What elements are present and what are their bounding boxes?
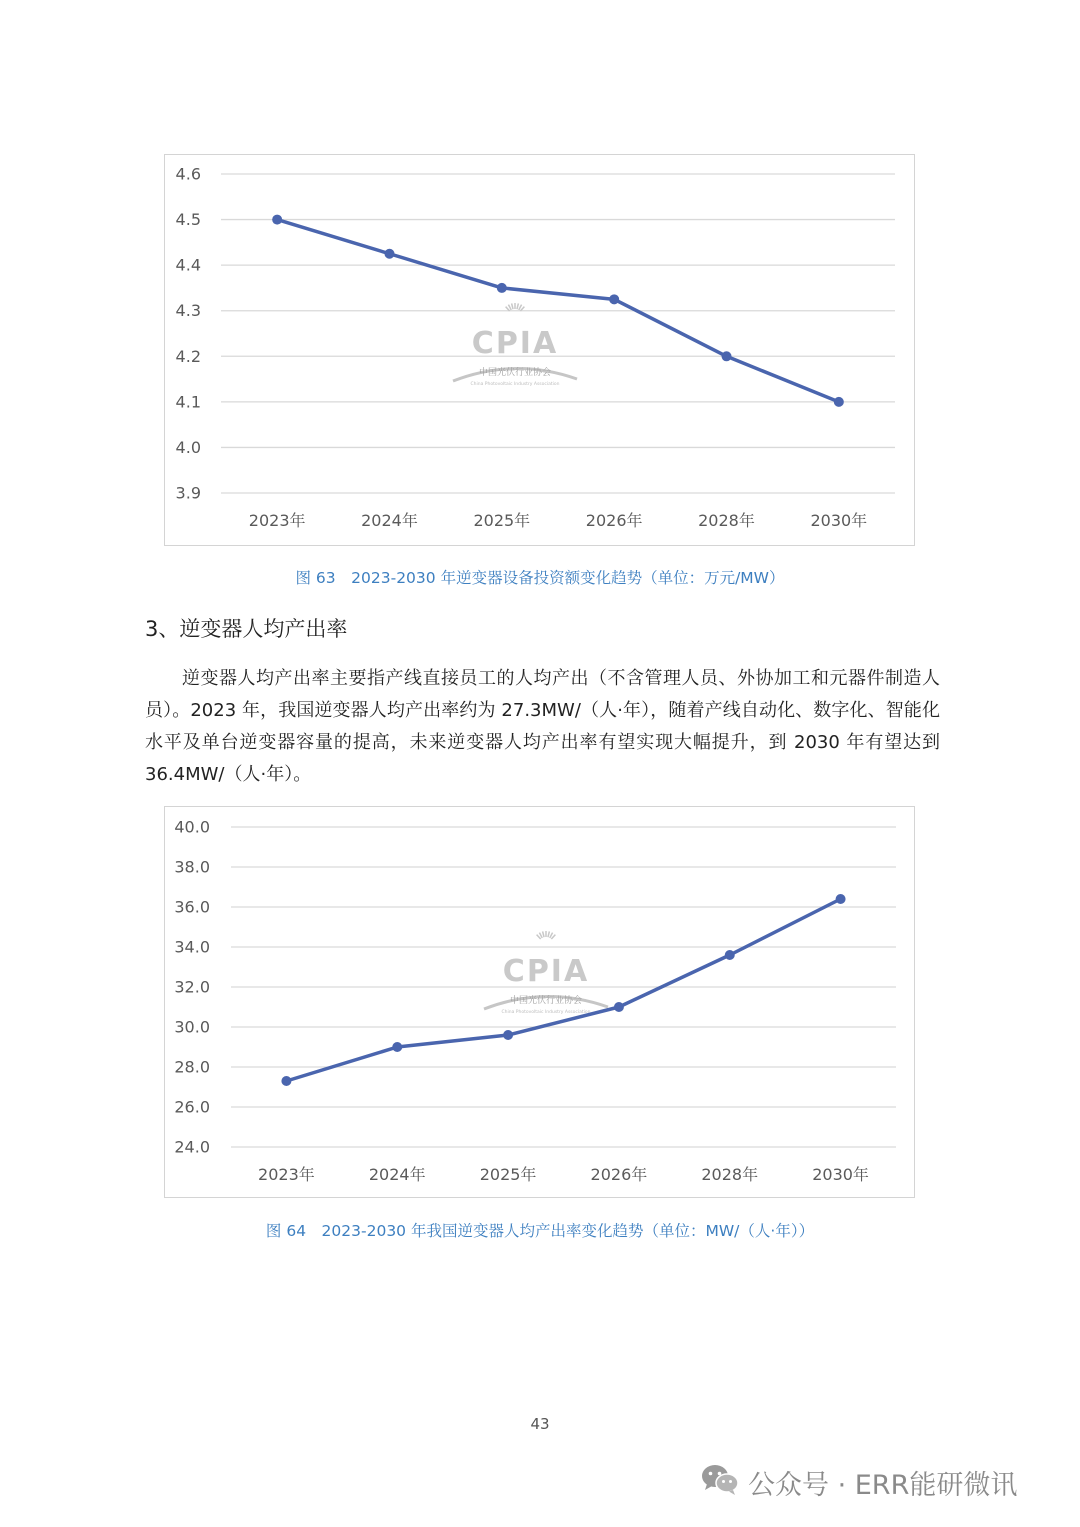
data-point bbox=[722, 351, 732, 361]
x-tick-label: 2025年 bbox=[479, 1165, 537, 1184]
chart-investment bbox=[164, 154, 915, 546]
y-tick-label: 32.0 bbox=[174, 977, 210, 997]
watermark-sun-ray bbox=[543, 931, 544, 937]
data-point bbox=[836, 894, 846, 904]
x-tick-label: 2030年 bbox=[810, 511, 868, 530]
x-tick-label: 2026年 bbox=[590, 1165, 648, 1184]
data-point bbox=[834, 397, 844, 407]
watermark-sun-ray bbox=[512, 303, 513, 309]
x-tick-label: 2025年 bbox=[473, 511, 531, 530]
x-tick-label: 2023年 bbox=[248, 511, 306, 530]
watermark-sun-ray bbox=[548, 931, 549, 937]
watermark-org: 中国光伏行业协会 bbox=[478, 368, 552, 378]
footer-text: 公众号 · ERR能研微讯 bbox=[748, 1469, 1018, 1501]
wechat-icon bbox=[700, 1462, 740, 1503]
figure-63-caption: 图 63 2023-2030 年逆变器设备投资额变化趋势（单位：万元/MW） bbox=[295, 569, 785, 587]
cpia-watermark bbox=[453, 303, 577, 387]
y-tick-label: 34.0 bbox=[174, 937, 210, 957]
y-tick-label: 28.0 bbox=[174, 1057, 210, 1077]
data-point bbox=[609, 294, 619, 304]
body-paragraph: 逆变器人均产出率主要指产线直接员工的人均产出（不含管理人员、外协加工和元器件制造人员）。2023 年，我国逆变器人均产出率约为 27.3MW/（人·年），随着产线自动化、数字化、智能化水平及单台逆变器容量的提高，未来逆变器人均产出率有望实现大幅提升，到 2030 年有望达到 36.4MW/（人·年）。 bbox=[145, 668, 940, 785]
y-tick-label: 24.0 bbox=[174, 1137, 210, 1157]
y-tick-label: 26.0 bbox=[174, 1097, 210, 1117]
data-point bbox=[503, 1030, 513, 1040]
watermark-sun-ray bbox=[517, 303, 518, 309]
y-tick-label: 4.6 bbox=[175, 164, 201, 184]
figure-64-caption: 图 64 2023-2030 年我国逆变器人均产出率变化趋势（单位：MW/（人·年）） bbox=[265, 1222, 815, 1240]
data-point bbox=[272, 215, 282, 225]
y-tick-label: 36.0 bbox=[174, 897, 210, 917]
data-point bbox=[614, 1002, 624, 1012]
x-tick-label: 2030年 bbox=[812, 1165, 869, 1184]
x-tick-label: 2024年 bbox=[361, 511, 418, 530]
chart-output-rate-svg bbox=[165, 807, 916, 1199]
x-tick-label: 2023年 bbox=[258, 1165, 315, 1184]
data-point bbox=[497, 283, 507, 293]
cpia-watermark bbox=[484, 931, 608, 1015]
x-tick-label: 2026年 bbox=[585, 511, 643, 530]
data-point bbox=[385, 249, 395, 259]
x-tick-label: 2024年 bbox=[368, 1165, 426, 1184]
series-line bbox=[286, 899, 840, 1081]
y-tick-label: 4.2 bbox=[175, 346, 201, 366]
watermark-org-en: China Photovoltaic Industry Association bbox=[501, 1010, 591, 1015]
y-tick-label: 40.0 bbox=[174, 817, 210, 837]
y-tick-label: 3.9 bbox=[175, 483, 201, 503]
y-tick-label: 4.0 bbox=[175, 437, 201, 457]
watermark-logo: CPIA bbox=[502, 954, 590, 989]
y-tick-label: 30.0 bbox=[174, 1017, 210, 1037]
page-number: 43 bbox=[530, 1415, 550, 1433]
data-point bbox=[281, 1076, 291, 1086]
watermark-org-en: China Photovoltaic Industry Association bbox=[470, 382, 560, 387]
data-point bbox=[725, 950, 735, 960]
section-heading: 3、逆变器人均产出率 bbox=[145, 617, 348, 641]
data-point bbox=[392, 1042, 402, 1052]
x-tick-label: 2028年 bbox=[701, 1165, 759, 1184]
chart-investment-svg bbox=[165, 155, 916, 547]
watermark-logo: CPIA bbox=[471, 326, 559, 361]
y-tick-label: 4.1 bbox=[175, 392, 201, 412]
x-tick-label: 2028年 bbox=[698, 511, 755, 530]
chart-output-rate bbox=[164, 806, 915, 1198]
y-tick-label: 4.4 bbox=[175, 255, 201, 275]
y-tick-label: 4.5 bbox=[175, 210, 201, 230]
y-tick-label: 4.3 bbox=[175, 301, 201, 321]
footer-credit bbox=[700, 1462, 1017, 1502]
watermark-org: 中国光伏行业协会 bbox=[509, 996, 583, 1006]
y-tick-label: 38.0 bbox=[174, 857, 210, 877]
